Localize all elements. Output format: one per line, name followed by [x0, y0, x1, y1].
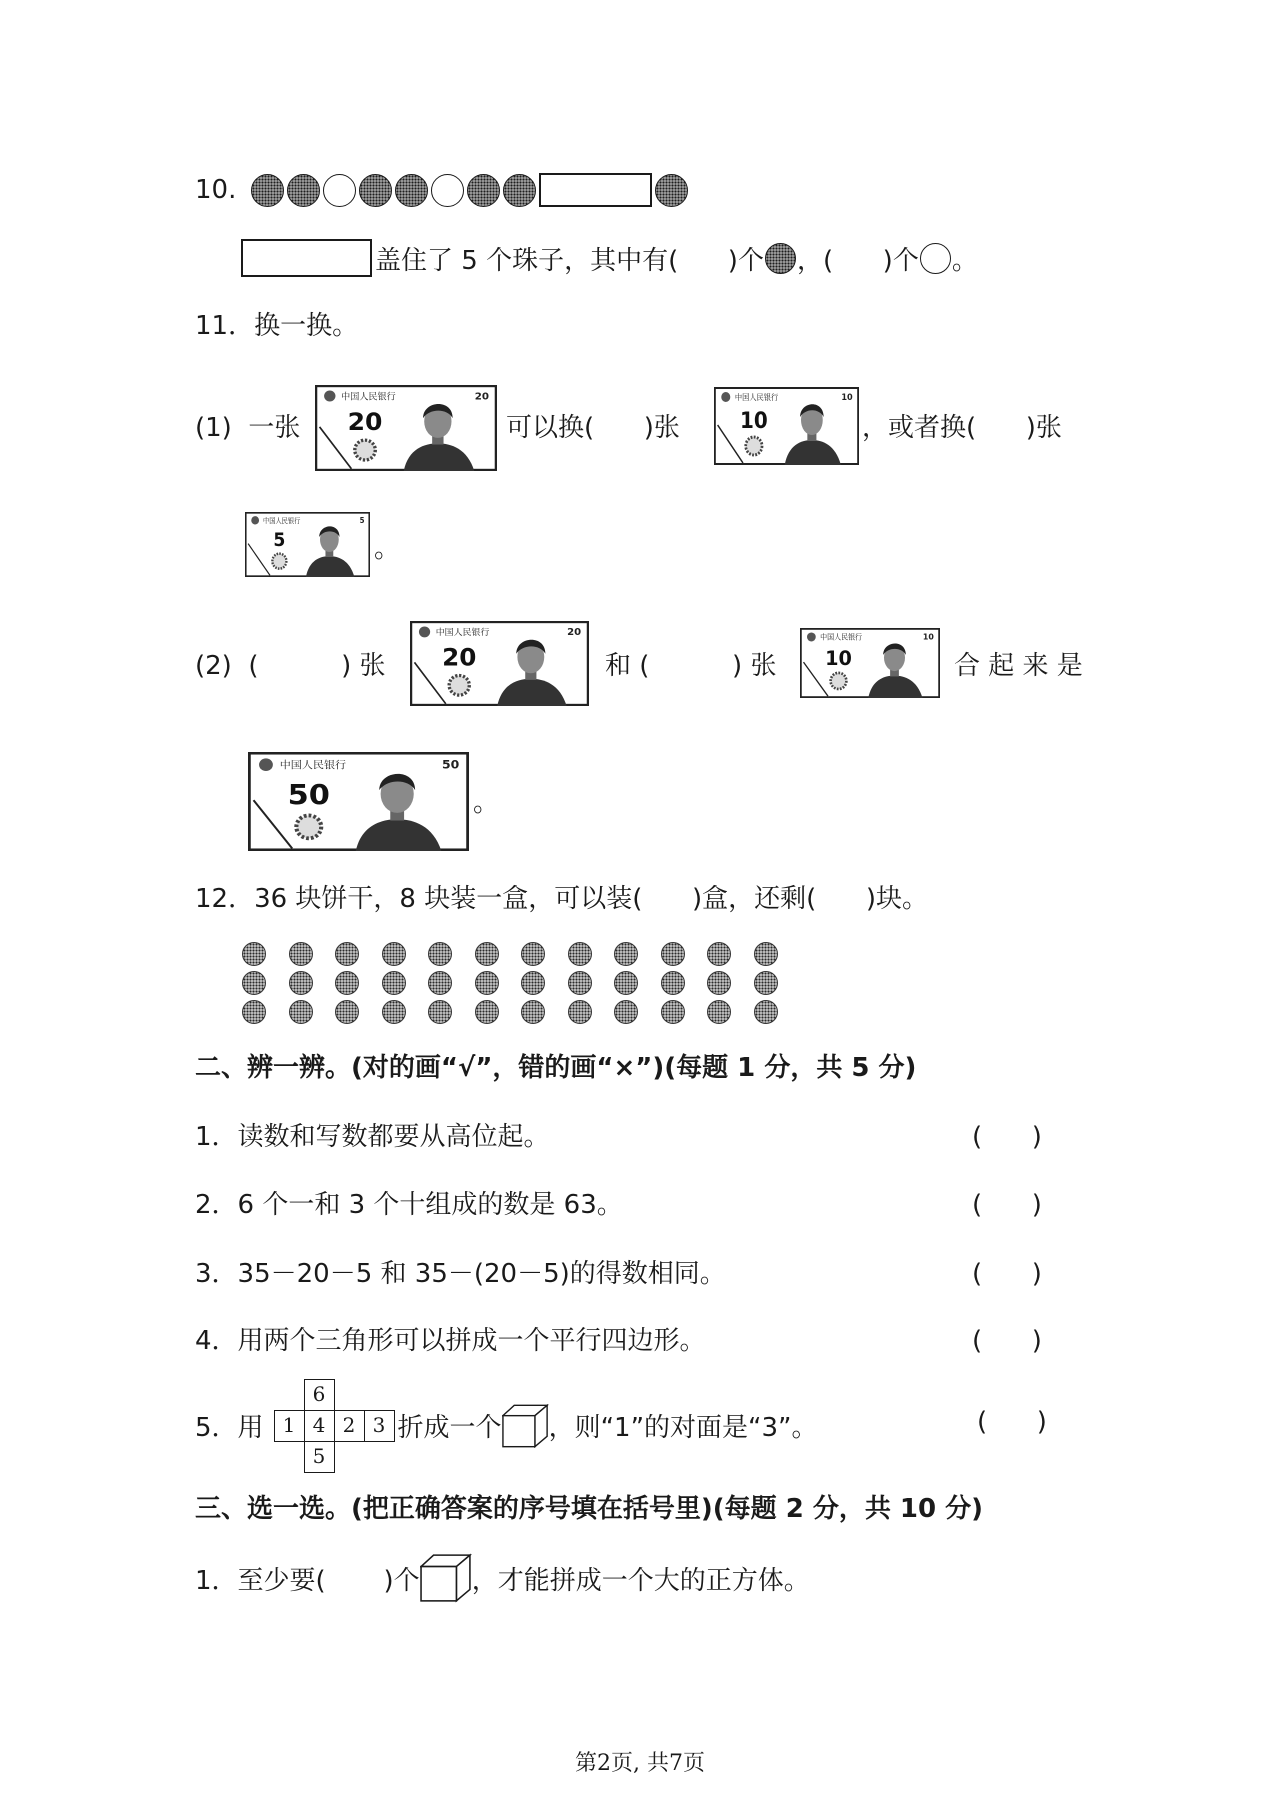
cube-net-diagram: [274, 1379, 395, 1472]
cookie-icon: [289, 1000, 313, 1024]
note-corner-denomination: 10: [922, 632, 934, 642]
note-denomination: 10: [740, 408, 768, 434]
banknote-graphic: [315, 385, 497, 471]
cookie-icon: [382, 1000, 406, 1024]
q11-part1-text3: ，或者换( )张: [862, 413, 1062, 443]
note-rosette-icon: [831, 673, 847, 689]
note-corner-denomination: 20: [567, 627, 582, 639]
note-rosette-icon: [449, 675, 469, 695]
cookie-icon: [428, 942, 452, 966]
cookie-icon: [754, 942, 778, 966]
item5-text-part2: 折成一个: [397, 1413, 502, 1443]
q11-part2-text2: 和 ( ) 张: [605, 651, 777, 681]
cookie-icon: [335, 942, 359, 966]
note-rosette-icon: [746, 437, 762, 455]
national-emblem-icon: [324, 391, 335, 402]
answer-blank: ( ): [972, 1326, 1042, 1356]
section2-item-4: 4．用两个三角形可以拼成一个平行四边形。: [195, 1326, 706, 1356]
net-cell: 1: [274, 1410, 305, 1442]
section2-item-2: 2．6 个一和 3 个十组成的数是 63。: [195, 1190, 623, 1220]
q10-text-part1: 盖住了 5 个珠子，其中有( )个: [375, 245, 764, 276]
net-cell-bottom: 5: [304, 1441, 335, 1473]
q11-part2-text1: (2) ( ) 张: [195, 651, 386, 681]
visible-beads-after: [655, 174, 691, 207]
banknote-20-yuan: [315, 385, 497, 471]
q11-part2-text4: 。: [473, 788, 500, 818]
banknote-graphic: [245, 512, 370, 577]
q11-title: 11．换一换。: [195, 311, 359, 341]
cookie-icon: [475, 971, 499, 995]
note-corner-denomination: 50: [442, 757, 460, 772]
note-corner-denomination: 5: [359, 515, 365, 525]
note-rosette-icon: [296, 815, 321, 838]
item5-text-part3: ，则“1”的对面是“3”。: [548, 1413, 818, 1443]
page-footer: 第2页, 共7页: [575, 1751, 705, 1776]
q12-text: 12．36 块饼干，8 块装一盒，可以装( )盒，还剩( )块。: [195, 884, 928, 914]
banknote-10-yuan: [800, 628, 940, 698]
banknote-graphic: [714, 387, 859, 465]
answer-blank: ( ): [972, 1122, 1042, 1152]
hatched-bead-icon: [655, 174, 688, 207]
net-cell: 4: [304, 1410, 335, 1442]
cookie-icon: [661, 942, 685, 966]
white-bead-icon: [920, 243, 951, 274]
cookie-icon: [382, 971, 406, 995]
note-corner-denomination: 20: [474, 391, 490, 403]
cube-icon: [502, 1404, 549, 1448]
answer-blank: ( ): [972, 1190, 1042, 1220]
cookie-icon: [242, 1000, 266, 1024]
cookie-icon: [289, 971, 313, 995]
note-bank-name: 中国人民银行: [734, 392, 779, 403]
section2-item-1: 1．读数和写数都要从高位起。: [195, 1122, 550, 1152]
cookie-icon: [521, 971, 545, 995]
cookie-grid: [242, 942, 800, 1029]
cookie-icon: [382, 942, 406, 966]
banknote-graphic: [248, 752, 469, 851]
cookie-icon: [335, 1000, 359, 1024]
cookie-icon: [568, 942, 592, 966]
note-rosette-icon: [355, 440, 375, 460]
answer-blank: ( ): [972, 1259, 1042, 1289]
cookie-icon: [428, 971, 452, 995]
cookie-icon: [707, 971, 731, 995]
national-emblem-icon: [807, 632, 816, 641]
q11-part2-text3: 合 起 来 是: [954, 651, 1083, 681]
hatched-bead-icon: [395, 174, 428, 207]
covering-rectangle-icon: [241, 239, 372, 277]
q11-part1-text1: (1) 一张: [195, 413, 301, 443]
note-denomination: 20: [442, 642, 477, 672]
note-denomination: 5: [273, 530, 286, 552]
section3-heading: 三、选一选。(把正确答案的序号填在括号里)(每题 2 分，共 10 分): [195, 1494, 984, 1524]
cookie-icon: [614, 971, 638, 995]
q10-label: 10.: [195, 175, 237, 205]
banknote-5-yuan: [245, 512, 370, 577]
cookie-icon: [661, 1000, 685, 1024]
section3-item1-text-part1: 1．至少要( )个: [195, 1565, 420, 1596]
cookie-icon: [754, 1000, 778, 1024]
note-bank-name: 中国人民银行: [341, 392, 396, 403]
covering-rectangle: [539, 173, 652, 207]
national-emblem-icon: [251, 516, 259, 524]
banknote-graphic: [410, 621, 589, 706]
hatched-bead-icon: [359, 174, 392, 207]
section2-heading: 二、辨一辨。(对的画“√”，错的画“×”)(每题 1 分，共 5 分): [195, 1053, 917, 1083]
net-cell-top: 6: [304, 1379, 335, 1411]
section3-item-1: [195, 1551, 810, 1605]
white-bead-icon: [323, 174, 356, 207]
cookie-icon: [475, 1000, 499, 1024]
q10-text-part3: 。: [951, 245, 978, 276]
section2-item-5: [195, 1379, 818, 1472]
q10-question-line: [241, 238, 978, 278]
cookie-icon: [335, 971, 359, 995]
hatched-bead-icon: [251, 174, 284, 207]
banknote-graphic: [800, 628, 940, 698]
note-denomination: 20: [347, 407, 383, 437]
cookie-icon: [242, 971, 266, 995]
white-bead-icon: [431, 174, 464, 207]
note-bank-name: 中国人民银行: [435, 628, 490, 639]
cookie-icon: [521, 942, 545, 966]
net-cell: 3: [364, 1410, 395, 1442]
section2-item-3: 3．35－20－5 和 35－(20－5)的得数相同。: [195, 1259, 726, 1289]
q11-part1-text4: 。: [374, 534, 401, 564]
q10-text-part2: ，( )个: [796, 245, 919, 276]
q10-bead-row: [195, 173, 691, 207]
cube-icon: [420, 1552, 472, 1604]
hatched-bead-icon: [467, 174, 500, 207]
note-bank-name: 中国人民银行: [262, 516, 301, 525]
national-emblem-icon: [721, 392, 730, 402]
hatched-bead-icon: [287, 174, 320, 207]
cookie-icon: [568, 1000, 592, 1024]
banknote-10-yuan: [714, 387, 859, 465]
note-denomination: 10: [825, 646, 852, 670]
cookie-icon: [242, 942, 266, 966]
cookie-icon: [707, 942, 731, 966]
q11-part1-text2: 可以换( )张: [506, 413, 680, 443]
cookie-icon: [661, 971, 685, 995]
banknote-20-yuan: [410, 621, 589, 706]
cookie-icon: [289, 942, 313, 966]
cookie-icon: [754, 971, 778, 995]
net-cell: 2: [334, 1410, 365, 1442]
item5-text-part1: 5．用: [195, 1413, 264, 1443]
hatched-bead-icon: [503, 174, 536, 207]
hatched-bead-icon: [765, 243, 796, 274]
national-emblem-icon: [259, 758, 273, 771]
cookie-icon: [521, 1000, 545, 1024]
note-bank-name: 中国人民银行: [279, 758, 347, 772]
visible-beads-before: [251, 174, 539, 207]
note-denomination: 50: [287, 778, 330, 811]
answer-blank: ( ): [977, 1407, 1047, 1437]
cookie-icon: [475, 942, 499, 966]
cookie-icon: [614, 1000, 638, 1024]
banknote-50-yuan: [248, 752, 469, 851]
cookie-icon: [568, 971, 592, 995]
section3-item1-text-part2: ，才能拼成一个大的正方体。: [471, 1565, 810, 1596]
national-emblem-icon: [419, 626, 430, 637]
note-bank-name: 中国人民银行: [820, 632, 863, 642]
note-corner-denomination: 10: [841, 392, 853, 404]
note-rosette-icon: [272, 554, 286, 569]
cookie-icon: [428, 1000, 452, 1024]
cookie-icon: [614, 942, 638, 966]
cookie-icon: [707, 1000, 731, 1024]
